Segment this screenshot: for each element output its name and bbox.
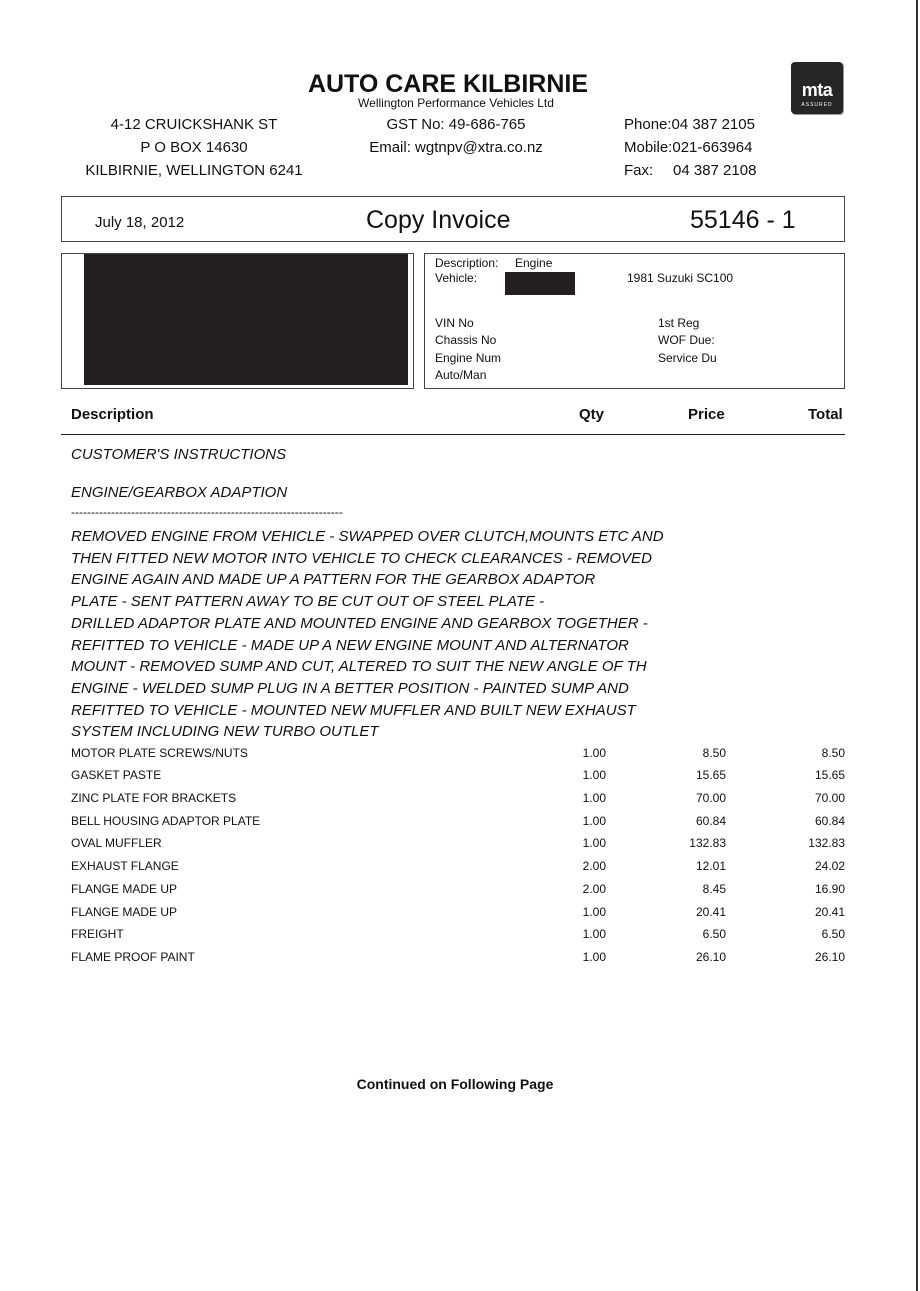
table-row bbox=[71, 814, 845, 836]
item-description: OVAL MUFFLER bbox=[71, 836, 162, 850]
job-title: ENGINE/GEARBOX ADAPTION bbox=[71, 484, 288, 501]
item-description: FLANGE MADE UP bbox=[71, 905, 178, 919]
header-price: Price bbox=[688, 406, 725, 423]
company-name: AUTO CARE KILBIRNIE bbox=[307, 70, 589, 98]
vin-label: VIN No bbox=[435, 316, 474, 330]
note-line: REFITTED TO VEHICLE - MOUNTED NEW MUFFLER AND BUILT NEW EXHAUST bbox=[71, 701, 636, 719]
table-row bbox=[71, 859, 845, 881]
item-price: 20.41 bbox=[695, 905, 726, 919]
item-qty: 1.00 bbox=[582, 905, 606, 919]
gst-number: GST No: 49-686-765 bbox=[386, 116, 526, 133]
item-price: 60.84 bbox=[695, 814, 726, 828]
item-total: 8.50 bbox=[821, 746, 845, 760]
item-price: 15.65 bbox=[695, 768, 726, 782]
item-total: 24.02 bbox=[814, 859, 845, 873]
note-line: SYSTEM INCLUDING NEW TURBO OUTLET bbox=[71, 723, 379, 741]
item-price: 8.45 bbox=[702, 882, 726, 896]
item-description: EXHAUST FLANGE bbox=[71, 859, 179, 873]
table-row bbox=[71, 836, 845, 858]
table-row bbox=[71, 927, 845, 949]
invoice-title: Copy Invoice bbox=[366, 206, 511, 234]
item-total: 60.84 bbox=[814, 814, 845, 828]
item-description: FREIGHT bbox=[71, 927, 124, 941]
table-row bbox=[71, 882, 845, 904]
continued-note: Continued on Following Page bbox=[356, 1076, 554, 1092]
mta-logo-sub: ASSURED bbox=[801, 102, 833, 108]
header-description: Description bbox=[71, 406, 154, 423]
note-line: REMOVED ENGINE FROM VEHICLE - SWAPPED OVER CLUTCH,MOUNTS ETC AND bbox=[71, 528, 664, 545]
item-price: 6.50 bbox=[702, 927, 726, 941]
item-total: 6.50 bbox=[821, 927, 845, 941]
invoice-number: 55146 - 1 bbox=[690, 206, 796, 234]
table-row bbox=[71, 791, 845, 813]
note-line: MOUNT - REMOVED SUMP AND CUT, ALTERED TO SUIT THE NEW ANGLE OF TH bbox=[71, 658, 647, 676]
automan-label: Auto/Man bbox=[435, 368, 487, 382]
item-total: 26.10 bbox=[814, 950, 845, 964]
mobile-number: 021-663964 bbox=[672, 139, 753, 156]
phone-label: Phone: bbox=[624, 116, 672, 133]
address-line-1: 4-12 CRUICKSHANK ST bbox=[110, 116, 278, 133]
vehicle-label: Vehicle: bbox=[435, 271, 478, 285]
job-notes bbox=[71, 526, 664, 743]
description-value: Engine bbox=[515, 256, 553, 270]
company-subtitle: Wellington Performance Vehicles Ltd bbox=[358, 96, 554, 110]
invoice-date: July 18, 2012 bbox=[95, 214, 185, 231]
service-due-label: Service Du bbox=[658, 351, 717, 365]
first-reg-label: 1st Reg bbox=[658, 316, 700, 330]
table-row bbox=[71, 950, 845, 972]
item-qty: 1.00 bbox=[582, 791, 606, 805]
item-price: 70.00 bbox=[695, 791, 726, 805]
chassis-label: Chassis No bbox=[435, 333, 497, 347]
table-row bbox=[71, 746, 845, 768]
address-line-2: P O BOX 14630 bbox=[140, 139, 248, 156]
item-qty: 2.00 bbox=[582, 882, 606, 896]
item-description: BELL HOUSING ADAPTOR PLATE bbox=[71, 814, 261, 828]
item-qty: 1.00 bbox=[582, 950, 606, 964]
item-total: 132.83 bbox=[808, 836, 845, 850]
page-edge bbox=[916, 0, 918, 1291]
table-row bbox=[71, 905, 845, 927]
company-address bbox=[82, 113, 306, 182]
item-description: GASKET PASTE bbox=[71, 768, 162, 782]
description-label: Description: bbox=[435, 256, 499, 270]
company-tax-email bbox=[356, 113, 556, 159]
address-line-3: KILBIRNIE, WELLINGTON 6241 bbox=[85, 162, 303, 179]
mta-logo-text: mta bbox=[801, 80, 833, 100]
header-total: Total bbox=[808, 406, 843, 423]
customer-instructions-title: CUSTOMER'S INSTRUCTIONS bbox=[71, 446, 287, 463]
item-total: 70.00 bbox=[814, 791, 845, 805]
note-line: THEN FITTED NEW MOTOR INTO VEHICLE TO CHECK CLEARANCES - REMOVED bbox=[71, 549, 652, 567]
item-description: FLANGE MADE UP bbox=[71, 882, 178, 896]
fax-number: 04 387 2108 bbox=[673, 162, 757, 179]
vehicle-value: 1981 Suzuki SC100 bbox=[627, 271, 734, 285]
note-line: DRILLED ADAPTOR PLATE AND MOUNTED ENGINE AND GEARBOX TOGETHER - bbox=[71, 614, 648, 632]
note-line: PLATE - SENT PATTERN AWAY TO BE CUT OUT OF STEEL PLATE - bbox=[71, 593, 545, 611]
fax-label: Fax: bbox=[624, 162, 654, 179]
wof-due-label: WOF Due: bbox=[658, 333, 715, 347]
item-description: MOTOR PLATE SCREWS/NUTS bbox=[71, 746, 248, 760]
note-line: ENGINE - WELDED SUMP PLUG IN A BETTER POSITION - PAINTED SUMP AND bbox=[71, 679, 629, 697]
item-qty: 1.00 bbox=[582, 814, 606, 828]
item-price: 8.50 bbox=[702, 746, 726, 760]
note-line: ENGINE AGAIN AND MADE UP A PATTERN FOR THE GEARBOX ADAPTOR bbox=[71, 571, 596, 589]
engine-number-label: Engine Num bbox=[435, 351, 502, 365]
note-line: REFITTED TO VEHICLE - MADE UP A NEW ENGINE MOUNT AND ALTERNATOR bbox=[71, 636, 629, 654]
header-qty: Qty bbox=[579, 406, 605, 423]
mta-logo bbox=[791, 62, 843, 114]
item-qty: 2.00 bbox=[582, 859, 606, 873]
item-total: 15.65 bbox=[814, 768, 845, 782]
item-qty: 1.00 bbox=[582, 836, 606, 850]
item-description: ZINC PLATE FOR BRACKETS bbox=[71, 791, 237, 805]
item-total: 16.90 bbox=[814, 882, 845, 896]
item-price: 26.10 bbox=[695, 950, 726, 964]
item-total: 20.41 bbox=[814, 905, 845, 919]
company-email: Email: wgtnpv@xtra.co.nz bbox=[369, 139, 543, 156]
separator-line: -------------------------------------------------------------------- bbox=[71, 505, 343, 519]
item-price: 12.01 bbox=[695, 859, 726, 873]
plate-redaction bbox=[505, 272, 575, 295]
item-qty: 1.00 bbox=[582, 927, 606, 941]
table-row bbox=[71, 768, 845, 790]
item-price: 132.83 bbox=[689, 836, 726, 850]
company-contacts bbox=[624, 113, 756, 182]
customer-redaction bbox=[84, 254, 408, 385]
item-qty: 1.00 bbox=[582, 768, 606, 782]
item-qty: 1.00 bbox=[582, 746, 606, 760]
item-description: FLAME PROOF PAINT bbox=[71, 950, 195, 964]
phone-number: 04 387 2105 bbox=[671, 116, 755, 133]
header-rule bbox=[61, 434, 845, 435]
mobile-label: Mobile: bbox=[624, 139, 673, 156]
